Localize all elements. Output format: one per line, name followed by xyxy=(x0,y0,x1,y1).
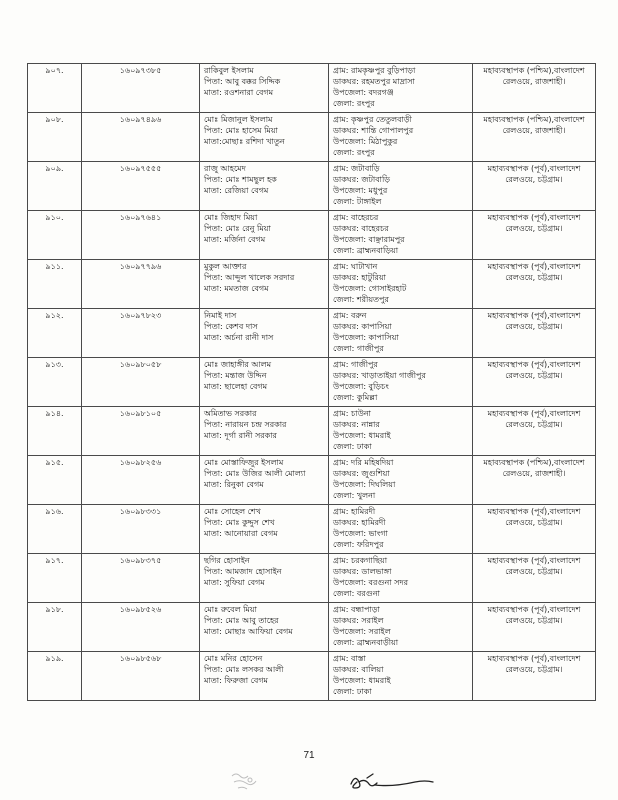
address-district: জেলা: কুমিল্লা xyxy=(333,393,378,402)
roll-number: ১৬০৯৭৮২৩ xyxy=(119,311,162,320)
assigned-office: মহাব্যবস্থাপক (পূর্ব),বাংলাদেশ xyxy=(487,360,581,369)
father-name: পিতা: মন্তাজ উদ্দিন xyxy=(204,371,267,380)
table-row xyxy=(28,407,596,456)
roll-cell xyxy=(82,603,200,652)
address-post-office: ডাকঘর: ডালভাঙ্গা xyxy=(333,567,392,576)
address-post-office: ডাকঘর: জটাবাড়ি xyxy=(333,175,390,184)
mother-name: মাতা: রিনুকা বেগম xyxy=(204,480,264,489)
office-cell xyxy=(473,505,596,554)
roll-number: ১৬০৯৮৫৬৮ xyxy=(119,654,162,663)
address-district: জেলা: ব্রাহ্মনবাড়ীয়া xyxy=(333,638,399,647)
candidate-name: মুকুল আক্তার xyxy=(204,262,247,271)
serial-number: ৯১০. xyxy=(45,213,64,222)
assigned-office-city: রেলওয়ে, চট্টগ্রাম। xyxy=(505,322,563,331)
father-name: পিতা: মোঃ উজির আলী মোল্যা xyxy=(204,469,306,478)
address-district: জেলা: ফরিদপুর xyxy=(333,540,384,549)
serial-number: ৯১৫. xyxy=(45,458,64,467)
office-cell xyxy=(473,309,596,358)
assigned-office-city: রেলওয়ে, রাজশাহী। xyxy=(502,469,566,478)
serial-number: ৯১৬. xyxy=(45,507,64,516)
assigned-office: মহাব্যবস্থাপক (পূর্ব),বাংলাদেশ xyxy=(487,654,581,663)
address-post-office: ডাকঘর: হাটুরিয়া xyxy=(333,273,386,282)
page-number: 71 xyxy=(303,750,315,761)
table-row xyxy=(28,211,596,260)
serial-number: ৯১২. xyxy=(45,311,64,320)
address-village: গ্রাম: বন্ধাপাড়া xyxy=(333,605,380,614)
serial-number: ৯০৭. xyxy=(45,66,64,75)
mother-name: মাতা: মমতাজ বেগম xyxy=(204,284,269,293)
address-district: জেলা: রংপুর xyxy=(333,148,375,157)
assigned-office-city: রেলওয়ে, রাজশাহী। xyxy=(502,126,566,135)
roll-cell xyxy=(82,407,200,456)
office-cell xyxy=(473,407,596,456)
mother-name: মাতা: রেজিয়া বেগম xyxy=(204,186,269,195)
faded-stamp-icon xyxy=(228,768,276,794)
serial-cell xyxy=(28,113,82,162)
serial-cell xyxy=(28,407,82,456)
father-name: পিতা: আবু বক্কর সিদ্দিক xyxy=(204,77,281,86)
name-cell xyxy=(200,554,329,603)
mother-name: মাতা: আনোয়ারা বেগম xyxy=(204,529,278,538)
address-district: জেলা: ব্রাহ্মনবাড়িয়া xyxy=(333,246,399,255)
father-name: পিতা: মোঃ হাসেম মিয়া xyxy=(204,126,278,135)
address-upazila: উপজেলা: ভাংগা xyxy=(333,529,388,538)
address-district: জেলা: ঢাকা xyxy=(333,687,372,696)
address-upazila: উপজেলা: ধামরাই xyxy=(333,431,391,440)
candidate-name: রাজু আহমেদ xyxy=(204,164,246,173)
serial-cell xyxy=(28,358,82,407)
address-post-office: ডাকঘর: বাহেরচর xyxy=(333,224,389,233)
address-cell xyxy=(329,456,473,505)
table-row xyxy=(28,260,596,309)
address-cell xyxy=(329,603,473,652)
roll-number: ১৬০৯৭৬৪১ xyxy=(119,213,162,222)
address-cell xyxy=(329,113,473,162)
mother-name: মাতা: মোছাঃ আফিয়া বেগম xyxy=(204,627,293,636)
roll-cell xyxy=(82,260,200,309)
table-row xyxy=(28,162,596,211)
address-district: জেলা: গাজীপুর xyxy=(333,344,384,353)
address-post-office: ডাকঘর: বালিয়া xyxy=(333,665,384,674)
name-cell xyxy=(200,309,329,358)
office-cell xyxy=(473,211,596,260)
name-cell xyxy=(200,64,329,113)
table-row xyxy=(28,603,596,652)
assigned-office: মহাব্যবস্থাপক (পূর্ব),বাংলাদেশ xyxy=(487,213,581,222)
roll-number: ১৬০৯৮০৫৮ xyxy=(119,360,162,369)
serial-number: ৯০৯. xyxy=(45,164,64,173)
name-cell xyxy=(200,456,329,505)
address-upazila: উপজেলা: কাপাসিয়া xyxy=(333,333,399,342)
address-district: জেলা: বরগুনা xyxy=(333,589,380,598)
address-upazila: উপজেলা: গোসাইরহাট xyxy=(333,284,407,293)
mother-name: মাতা: দূর্গা রানী সরকার xyxy=(204,431,277,440)
office-cell xyxy=(473,64,596,113)
candidate-name: অমিতাভ সরকার xyxy=(204,409,257,418)
roll-number: ১৬০৯৭৫৫৫ xyxy=(119,164,162,173)
assigned-office-city: রেলওয়ে, চট্টগ্রাম। xyxy=(505,175,563,184)
candidate-name: মোঃ মিজানুল ইসলাম xyxy=(204,115,273,124)
candidate-table-body xyxy=(28,64,596,701)
roll-number: ১৬০৯৮২৫৬ xyxy=(119,458,162,467)
roll-cell xyxy=(82,309,200,358)
roll-cell xyxy=(82,456,200,505)
assigned-office: মহাব্যবস্থাপক (পূর্ব),বাংলাদেশ xyxy=(487,409,581,418)
mother-name: মাতা: সুফিয়া বেগম xyxy=(204,578,265,587)
roll-cell xyxy=(82,505,200,554)
address-district: জেলা: রংপুর xyxy=(333,99,375,108)
address-village: গ্রাম: ঘাটাখান xyxy=(333,262,378,271)
address-post-office: ডাকঘর: রহমতপুর মাদ্রাসা xyxy=(333,77,415,86)
table-row xyxy=(28,652,596,701)
name-cell xyxy=(200,652,329,701)
assigned-office-city: রেলওয়ে, চট্টগ্রাম। xyxy=(505,665,563,674)
address-village: গ্রাম: বাহেরচর xyxy=(333,213,379,222)
address-village: গ্রাম: বাস্তা xyxy=(333,654,366,663)
serial-cell xyxy=(28,211,82,260)
serial-number: ৯১৯. xyxy=(45,654,64,663)
assigned-office-city: রেলওয়ে, রাজশাহী। xyxy=(502,77,566,86)
roll-cell xyxy=(82,358,200,407)
father-name: পিতা: কেশব দাস xyxy=(204,322,258,331)
name-cell xyxy=(200,260,329,309)
father-name: পিতা: মোঃ লসকর আলী xyxy=(204,665,284,674)
address-village: গ্রাম: চাউনা xyxy=(333,409,371,418)
address-village: গ্রাম: চরকগাছিয়া xyxy=(333,556,388,565)
office-cell xyxy=(473,113,596,162)
candidate-name: মোঃ জাহাঙ্গীর আলম xyxy=(204,360,272,369)
office-cell xyxy=(473,358,596,407)
address-cell xyxy=(329,309,473,358)
address-district: জেলা: শরীয়তপুর xyxy=(333,295,389,304)
father-name: পিতা: নারায়ন চন্দ্র সরকার xyxy=(204,420,287,429)
address-post-office: ডাকঘর: খাড়াতাইয়া গাজীপুর xyxy=(333,371,426,380)
address-post-office: ডাকঘর: কাপাসিয়া xyxy=(333,322,392,331)
serial-cell xyxy=(28,162,82,211)
roll-number: ১৬০৯৭৪৯৬ xyxy=(119,115,162,124)
serial-number: ৯১৩. xyxy=(45,360,64,369)
roll-cell xyxy=(82,162,200,211)
serial-cell xyxy=(28,554,82,603)
address-post-office: ডাকঘর: শান্তি গোপালপুর xyxy=(333,126,414,135)
roll-number: ১৬০৯৭৩৮৫ xyxy=(119,66,162,75)
serial-cell xyxy=(28,309,82,358)
roll-cell xyxy=(82,652,200,701)
assigned-office: মহাব্যবস্থাপক (পূর্ব),বাংলাদেশ xyxy=(487,605,581,614)
roll-number: ১৬০৯৮৫২৬ xyxy=(119,605,162,614)
serial-number: ৯১৮. xyxy=(45,605,64,614)
address-district: জেলা: টাঙ্গাইল xyxy=(333,197,382,206)
address-cell xyxy=(329,162,473,211)
assigned-office-city: রেলওয়ে, চট্টগ্রাম। xyxy=(505,518,563,527)
candidate-name: রাকিবুল ইসলাম xyxy=(204,66,254,75)
assigned-office-city: রেলওয়ে, চট্টগ্রাম। xyxy=(505,371,563,380)
address-village: গ্রাম: জটাবাড়ি xyxy=(333,164,380,173)
handwritten-signature-icon xyxy=(345,770,437,794)
address-cell xyxy=(329,505,473,554)
mother-name: মাতা: অর্চনা রানী দাস xyxy=(204,333,274,342)
serial-cell xyxy=(28,260,82,309)
father-name: পিতা: মোঃ কুদ্দুস শেখ xyxy=(204,518,275,527)
assigned-office: মহাব্যবস্থাপক (পশ্চিম),বাংলাদেশ xyxy=(483,115,585,124)
assigned-office: মহাব্যবস্থাপক (পশ্চিম),বাংলাদেশ xyxy=(483,458,585,467)
address-upazila: উপজেলা: বুড়িচং xyxy=(333,382,389,391)
roll-cell xyxy=(82,64,200,113)
address-cell xyxy=(329,652,473,701)
name-cell xyxy=(200,407,329,456)
address-cell xyxy=(329,64,473,113)
father-name: পিতা: আব্দুল খালেক সরদার xyxy=(204,273,295,282)
address-upazila: উপজেলা: মিঠাপুকুর xyxy=(333,137,398,146)
office-cell xyxy=(473,162,596,211)
name-cell xyxy=(200,162,329,211)
serial-number: ৯১১. xyxy=(45,262,64,271)
name-cell xyxy=(200,113,329,162)
serial-number: ৯০৮. xyxy=(45,115,64,124)
name-cell xyxy=(200,211,329,260)
address-cell xyxy=(329,211,473,260)
address-upazila: উপজেলা: বরগুনা সদর xyxy=(333,578,409,587)
serial-cell xyxy=(28,603,82,652)
assigned-office: মহাব্যবস্থাপক (পূর্ব),বাংলাদেশ xyxy=(487,507,581,516)
address-upazila: উপজেলা: বদরগঞ্জ xyxy=(333,88,394,97)
candidate-name: মোঃ জিহাদ মিয়া xyxy=(204,213,258,222)
address-village: গ্রাম: দরি মহিষদিয়া xyxy=(333,458,394,467)
father-name: পিতা: মোঃ শামছুল হক xyxy=(204,175,277,184)
serial-cell xyxy=(28,64,82,113)
serial-number: ৯১৪. xyxy=(45,409,64,418)
roll-number: ১৬০৯৮৩৩১ xyxy=(119,507,162,516)
office-cell xyxy=(473,260,596,309)
address-upazila: উপজেলা: দিঘলিয়া xyxy=(333,480,396,489)
address-cell xyxy=(329,554,473,603)
candidate-name: মোঃ মনির হোসেন xyxy=(204,654,263,663)
address-post-office: ডাকঘর: সরাইল xyxy=(333,616,384,625)
serial-number: ৯১৭. xyxy=(45,556,64,565)
address-upazila: উপজেলা: মধুপুর xyxy=(333,186,388,195)
roll-cell xyxy=(82,211,200,260)
father-name: পিতা: মোঃ রেনু মিয়া xyxy=(204,224,271,233)
assigned-office: মহাব্যবস্থাপক (পূর্ব),বাংলাদেশ xyxy=(487,164,581,173)
address-post-office: ডাকঘর: নান্নার xyxy=(333,420,380,429)
office-cell xyxy=(473,603,596,652)
serial-cell xyxy=(28,652,82,701)
table-row xyxy=(28,554,596,603)
mother-name: মাতা: মর্জিনা বেগম xyxy=(204,235,266,244)
address-cell xyxy=(329,358,473,407)
address-village: গ্রাম: বরুন xyxy=(333,311,367,320)
address-district: জেলা: খুলনা xyxy=(333,491,376,500)
office-cell xyxy=(473,652,596,701)
address-district: জেলা: ঢাকা xyxy=(333,442,372,451)
candidate-table xyxy=(27,63,596,701)
assigned-office-city: রেলওয়ে, চট্টগ্রাম। xyxy=(505,224,563,233)
roll-cell xyxy=(82,113,200,162)
assigned-office: মহাব্যবস্থাপক (পূর্ব),বাংলাদেশ xyxy=(487,311,581,320)
assigned-office-city: রেলওয়ে, চট্টগ্রাম। xyxy=(505,567,563,576)
roll-number: ১৬০৯৭৭৯৬ xyxy=(119,262,162,271)
mother-name: মাতা: ছালেহা বেগম xyxy=(204,382,268,391)
address-village: গ্রাম: কৃষ্ণপুর তেতুলবাড়ী xyxy=(333,115,412,124)
address-village: গ্রাম: গাজীপুর xyxy=(333,360,378,369)
address-cell xyxy=(329,260,473,309)
candidate-name: ছগির হোসাইন xyxy=(204,556,250,565)
assigned-office: মহাব্যবস্থাপক (পশ্চিম),বাংলাদেশ xyxy=(483,66,585,75)
address-upazila: উপজেলা: বাঞ্ছারামপুর xyxy=(333,235,405,244)
father-name: পিতা: মোঃ আবু তাহের xyxy=(204,616,279,625)
serial-cell xyxy=(28,456,82,505)
assigned-office: মহাব্যবস্থাপক (পূর্ব),বাংলাদেশ xyxy=(487,262,581,271)
assigned-office: মহাব্যবস্থাপক (পূর্ব),বাংলাদেশ xyxy=(487,556,581,565)
candidate-name: মোঃ মোস্তাফিজুর ইসলাম xyxy=(204,458,284,467)
mother-name: মাতা: রওশনারা বেগম xyxy=(204,88,274,97)
roll-number: ১৬০৯৮১০৫ xyxy=(119,409,162,418)
table-row xyxy=(28,456,596,505)
table-row xyxy=(28,64,596,113)
address-village: গ্রাম: হামিরদী xyxy=(333,507,376,516)
address-cell xyxy=(329,407,473,456)
roll-number: ১৬০৯৮৩৭৫ xyxy=(119,556,162,565)
table-row xyxy=(28,113,596,162)
address-post-office: ডাকঘর: জুগুশিয়া xyxy=(333,469,390,478)
assigned-office-city: রেলওয়ে, চট্টগ্রাম। xyxy=(505,273,563,282)
office-cell xyxy=(473,456,596,505)
table-row xyxy=(28,505,596,554)
candidate-name: নিমাই দাস xyxy=(204,311,237,320)
address-upazila: উপজেলা: ধামরাই xyxy=(333,676,391,685)
candidate-name: মোঃ সোহেল শেখ xyxy=(204,507,261,516)
address-upazila: উপজেলা: সরাইল xyxy=(333,627,391,636)
address-post-office: ডাকঘর: হামিরদী xyxy=(333,518,386,527)
mother-name: মাতা: ফিরুজা বেগম xyxy=(204,676,268,685)
roll-cell xyxy=(82,554,200,603)
assigned-office-city: রেলওয়ে, চট্টগ্রাম। xyxy=(505,420,563,429)
serial-cell xyxy=(28,505,82,554)
office-cell xyxy=(473,554,596,603)
assigned-office-city: রেলওয়ে, চট্টগ্রাম। xyxy=(505,616,563,625)
table-row xyxy=(28,358,596,407)
address-village: গ্রাম: রামকৃষ্ণপুর বুড়িপাড়া xyxy=(333,66,416,75)
father-name: পিতা: আমজাদ হোসাইন xyxy=(204,567,282,576)
name-cell xyxy=(200,505,329,554)
mother-name: মাতা:মোছাঃ রশিদা খাতুন xyxy=(204,137,285,146)
name-cell xyxy=(200,358,329,407)
table-row xyxy=(28,309,596,358)
candidate-name: মোঃ রুবেল মিয়া xyxy=(204,605,257,614)
name-cell xyxy=(200,603,329,652)
